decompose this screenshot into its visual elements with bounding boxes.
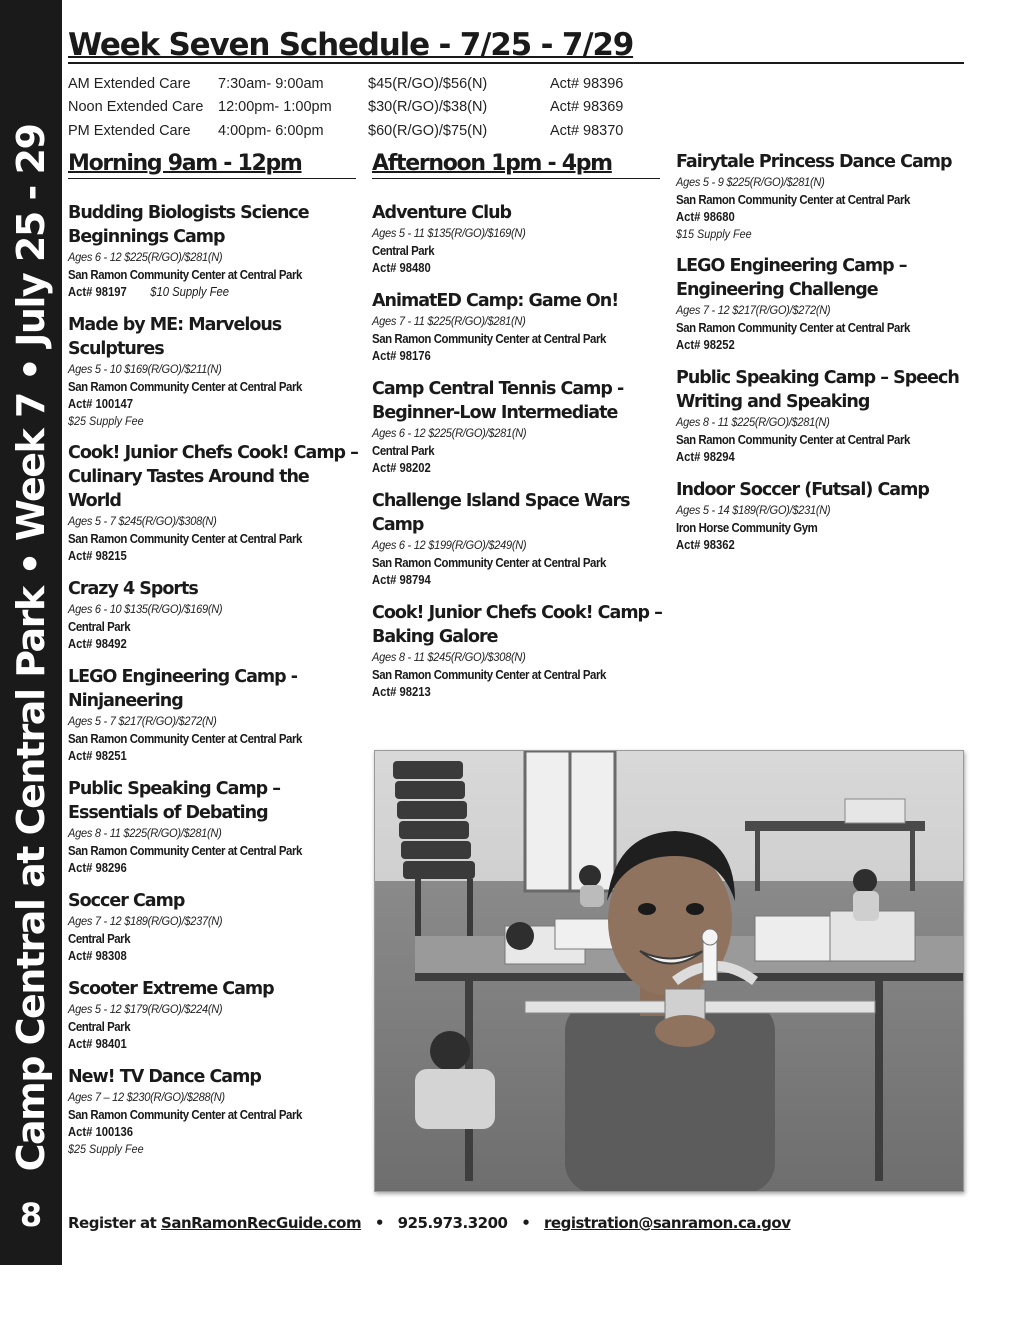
camp-listing [372, 377, 662, 477]
camp-ages-price: Ages 5 - 7 $245(R/GO)/$308(N) [68, 514, 217, 528]
camp-activity-number: Act# 98296 [68, 861, 127, 875]
camp-name: Camp Central Tennis Camp - Beginner-Low Intermediate [372, 379, 624, 423]
camp-listing [68, 201, 358, 301]
camp-listing [68, 977, 358, 1053]
camp-location: San Ramon Community Center at Central Park [68, 731, 302, 746]
care-act: Act# 98396 [550, 75, 624, 92]
camp-listing [372, 201, 662, 277]
camp-name: Adventure Club [372, 203, 512, 223]
camp-ages-price: Ages 5 - 10 $169(R/GO)/$211(N) [68, 362, 222, 376]
camp-supply-fee: $10 Supply Fee [150, 285, 230, 299]
camp-activity-number: Act# 100147 [68, 397, 134, 411]
care-act: Act# 98370 [550, 122, 624, 139]
camp-activity-number: Act# 98308 [68, 949, 127, 963]
camp-name: Crazy 4 Sports [68, 579, 198, 599]
camp-ages-price: Ages 6 - 10 $135(R/GO)/$169(N) [68, 602, 223, 616]
camp-location: San Ramon Community Center at Central Park [372, 555, 606, 570]
camp-activity-number: Act# 100136 [68, 1125, 134, 1139]
camp-activity-number: Act# 98492 [68, 637, 127, 651]
camp-listing [676, 366, 966, 466]
camp-location: Central Park [68, 1019, 131, 1034]
camp-name: Cook! Junior Chefs Cook! Camp – Baking Galore [372, 603, 662, 647]
camp-supply-fee: $25 Supply Fee [68, 1142, 144, 1156]
camp-name: New! TV Dance Camp [68, 1067, 261, 1087]
afternoon-column [372, 150, 662, 713]
camp-listing [68, 665, 358, 765]
care-price: $45(R/GO)/$56(N) [368, 75, 488, 92]
third-column [676, 150, 966, 566]
camp-location: San Ramon Community Center at Central Park [676, 320, 910, 335]
care-time: 4:00pm- 6:00pm [218, 122, 324, 139]
camp-listing [372, 489, 662, 589]
website-link[interactable]: SanRamonRecGuide.com [161, 1214, 362, 1232]
care-price: $60(R/GO)/$75(N) [368, 122, 488, 139]
camp-name: Budding Biologists Science Beginnings Camp [68, 203, 309, 247]
camp-name: Made by ME: Marvelous Sculptures [68, 315, 282, 359]
morning-heading: Morning 9am - 12pm [68, 150, 356, 179]
footer-separator: • [374, 1214, 384, 1232]
camp-activity-number: Act# 98794 [372, 573, 431, 587]
camp-name: Fairytale Princess Dance Camp [676, 152, 952, 172]
camp-name: Scooter Extreme Camp [68, 979, 274, 999]
camp-location: San Ramon Community Center at Central Park [372, 667, 606, 682]
camp-listing [68, 441, 358, 565]
camp-location: San Ramon Community Center at Central Park [68, 843, 302, 858]
camp-location: Iron Horse Community Gym [676, 520, 818, 535]
camp-ages-price: Ages 8 - 11 $225(R/GO)/$281(N) [68, 826, 222, 840]
camp-name: Public Speaking Camp – Speech Writing and Speaking [676, 368, 959, 412]
camp-ages-price: Ages 7 - 12 $217(R/GO)/$272(N) [676, 303, 831, 317]
camp-ages-price: Ages 5 - 7 $217(R/GO)/$272(N) [68, 714, 217, 728]
care-row [68, 72, 668, 96]
camp-listing [676, 254, 966, 354]
camp-activity-number: Act# 98251 [68, 749, 127, 763]
camp-activity-number: Act# 98362 [676, 538, 735, 552]
camp-supply-fee: $15 Supply Fee [676, 227, 752, 241]
camp-location: San Ramon Community Center at Central Park [68, 531, 302, 546]
camp-activity-number: Act# 98401 [68, 1037, 127, 1051]
camp-listing [676, 150, 966, 242]
morning-column [68, 150, 358, 1169]
camp-location: San Ramon Community Center at Central Park [372, 331, 606, 346]
camp-ages-price: Ages 8 - 11 $225(R/GO)/$281(N) [676, 415, 830, 429]
camp-listing [68, 313, 358, 429]
camp-ages-price: Ages 6 - 12 $199(R/GO)/$249(N) [372, 538, 527, 552]
camp-ages-price: Ages 7 – 12 $230(R/GO)/$288(N) [68, 1090, 225, 1104]
camp-location: San Ramon Community Center at Central Park [68, 379, 302, 394]
page-number: 8 [19, 1196, 43, 1234]
camp-name: Public Speaking Camp – Essentials of Debating [68, 779, 281, 823]
email-link[interactable]: registration@sanramon.ca.gov [544, 1214, 791, 1232]
camp-name: Soccer Camp [68, 891, 185, 911]
camp-ages-price: Ages 7 - 12 $189(R/GO)/$237(N) [68, 914, 223, 928]
sidebar [0, 0, 62, 1265]
care-row [68, 119, 668, 143]
camp-supply-fee: $25 Supply Fee [68, 414, 144, 428]
camp-listing [68, 577, 358, 653]
camp-listing [372, 601, 662, 701]
camp-ages-price: Ages 5 - 14 $189(R/GO)/$231(N) [676, 503, 831, 517]
camp-ages-price: Ages 5 - 12 $179(R/GO)/$224(N) [68, 1002, 223, 1016]
camp-location: San Ramon Community Center at Central Park [68, 267, 302, 282]
camp-location: San Ramon Community Center at Central Park [676, 432, 910, 447]
camp-location: Central Park [68, 931, 131, 946]
camp-activity-number: Act# 98294 [676, 450, 735, 464]
extended-care-table [68, 72, 668, 143]
camp-ages-price: Ages 6 - 12 $225(R/GO)/$281(N) [372, 426, 527, 440]
camp-name: AnimatED Camp: Game On! [372, 291, 619, 311]
camp-name: LEGO Engineering Camp – Engineering Challenge [676, 256, 907, 300]
care-price: $30(R/GO)/$38(N) [368, 99, 488, 116]
camp-listing [372, 289, 662, 365]
camp-activity-number: Act# 98215 [68, 549, 127, 563]
footer [68, 1214, 958, 1232]
care-act: Act# 98369 [550, 99, 624, 116]
camp-location: Central Park [372, 443, 435, 458]
camp-ages-price: Ages 7 - 11 $225(R/GO)/$281(N) [372, 314, 526, 328]
camp-listing [676, 478, 966, 554]
camp-activity-number: Act# 98202 [372, 461, 431, 475]
camp-photo-illustration [375, 751, 964, 1192]
page-title: Week Seven Schedule - 7/25 - 7/29 [68, 28, 964, 64]
care-row [68, 96, 668, 120]
camp-activity-number: Act# 98480 [372, 261, 431, 275]
camp-location: San Ramon Community Center at Central Park [676, 192, 910, 207]
camp-listing [68, 889, 358, 965]
camp-name: Cook! Junior Chefs Cook! Camp – Culinary Tastes Around the World [68, 443, 358, 511]
camp-activity-number: Act# 98213 [372, 685, 431, 699]
camp-listing [68, 777, 358, 877]
camp-name: LEGO Engineering Camp - Ninjaneering [68, 667, 298, 711]
afternoon-heading: Afternoon 1pm - 4pm [372, 150, 660, 179]
phone-number: 925.973.3200 [397, 1214, 508, 1232]
care-time: 12:00pm- 1:00pm [218, 99, 332, 116]
camp-ages-price: Ages 5 - 9 $225(R/GO)/$281(N) [676, 175, 825, 189]
camp-name: Challenge Island Space Wars Camp [372, 491, 630, 535]
care-time: 7:30am- 9:00am [218, 75, 324, 92]
camp-location: Central Park [68, 619, 131, 634]
camp-location: Central Park [372, 243, 435, 258]
camp-activity-number: Act# 98176 [372, 349, 431, 363]
care-name: AM Extended Care [68, 75, 191, 92]
camp-location: San Ramon Community Center at Central Park [68, 1107, 302, 1122]
camp-photo [374, 750, 964, 1192]
care-name: Noon Extended Care [68, 99, 204, 116]
camp-listing [68, 1065, 358, 1157]
footer-separator: • [521, 1214, 531, 1232]
footer-prefix: Register at [68, 1214, 157, 1232]
camp-name: Indoor Soccer (Futsal) Camp [676, 480, 929, 500]
camp-activity-number: Act# 98680 [676, 210, 735, 224]
camp-activity-number: Act# 98252 [676, 338, 735, 352]
care-name: PM Extended Care [68, 122, 191, 139]
camp-ages-price: Ages 8 - 11 $245(R/GO)/$308(N) [372, 650, 526, 664]
camp-activity-number: Act# 98197 $10 Supply Fee [68, 285, 230, 299]
camp-ages-price: Ages 6 - 12 $225(R/GO)/$281(N) [68, 250, 223, 264]
camp-ages-price: Ages 5 - 11 $135(R/GO)/$169(N) [372, 226, 526, 240]
sidebar-title: Camp Central at Central Park • Week 7 • July 25 - 29 [9, 124, 53, 1172]
